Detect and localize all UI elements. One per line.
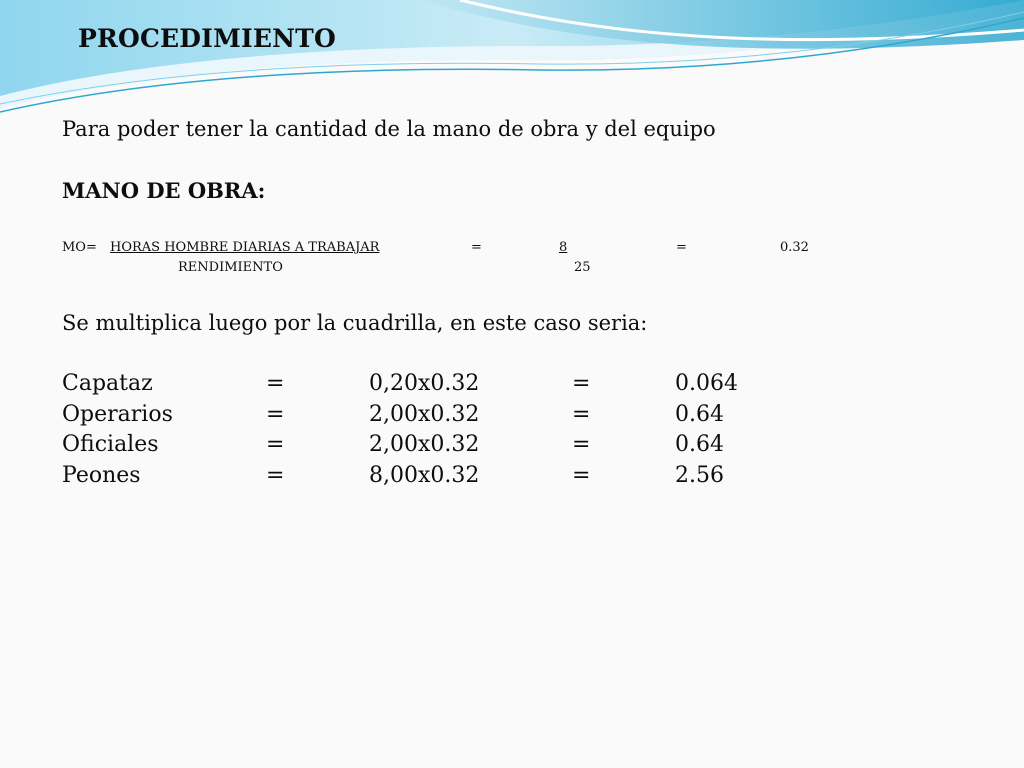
calc-result: 0.064 <box>675 371 738 396</box>
calc-role: Operarios <box>62 401 173 427</box>
calc-equals: = <box>266 401 285 427</box>
calc-row-peones <box>62 463 822 494</box>
calc-role: Capataz <box>62 371 153 396</box>
formula-equals-2: = <box>676 240 687 255</box>
formula-value-numerator: 8 <box>559 240 568 255</box>
note-text: Se multiplica luego por la cuadrilla, en este caso seria: <box>62 311 648 335</box>
calc-equals: = <box>572 401 591 427</box>
calc-equals: = <box>266 371 285 396</box>
calc-expression: 8,00x0.32 <box>369 462 480 488</box>
formula-equals-1: = <box>471 240 482 255</box>
formula-label: MO= <box>62 240 97 255</box>
calc-expression: 2,00x0.32 <box>369 432 480 457</box>
crew-calculation-table <box>62 371 822 493</box>
calc-equals: = <box>572 371 591 396</box>
calc-result: 0.64 <box>675 432 724 457</box>
formula-value-denominator: 25 <box>574 260 591 275</box>
calc-result: 2.56 <box>675 462 724 488</box>
calc-expression: 2,00x0.32 <box>369 401 480 427</box>
intro-text: Para poder tener la cantidad de la mano de obra y del equipo <box>62 117 716 141</box>
page-title: PROCEDIMIENTO <box>78 24 336 53</box>
formula-denominator: RENDIMIENTO <box>178 260 283 275</box>
calc-result: 0.64 <box>675 401 724 427</box>
formula-result: 0.32 <box>780 240 809 255</box>
calc-equals: = <box>572 462 591 488</box>
calc-expression: 0,20x0.32 <box>369 371 480 396</box>
calc-equals: = <box>266 432 285 457</box>
mo-formula <box>62 240 862 284</box>
calc-row-oficiales <box>62 432 822 463</box>
section-heading: MANO DE OBRA: <box>62 178 266 203</box>
calc-role: Oficiales <box>62 432 159 457</box>
formula-numerator: HORAS HOMBRE DIARIAS A TRABAJAR <box>110 240 380 255</box>
calc-equals: = <box>572 432 591 457</box>
calc-equals: = <box>266 462 285 488</box>
calc-role: Peones <box>62 462 141 488</box>
calc-row-capataz <box>62 371 822 402</box>
header-wave-decoration <box>0 0 1024 130</box>
calc-row-operarios <box>62 402 822 433</box>
